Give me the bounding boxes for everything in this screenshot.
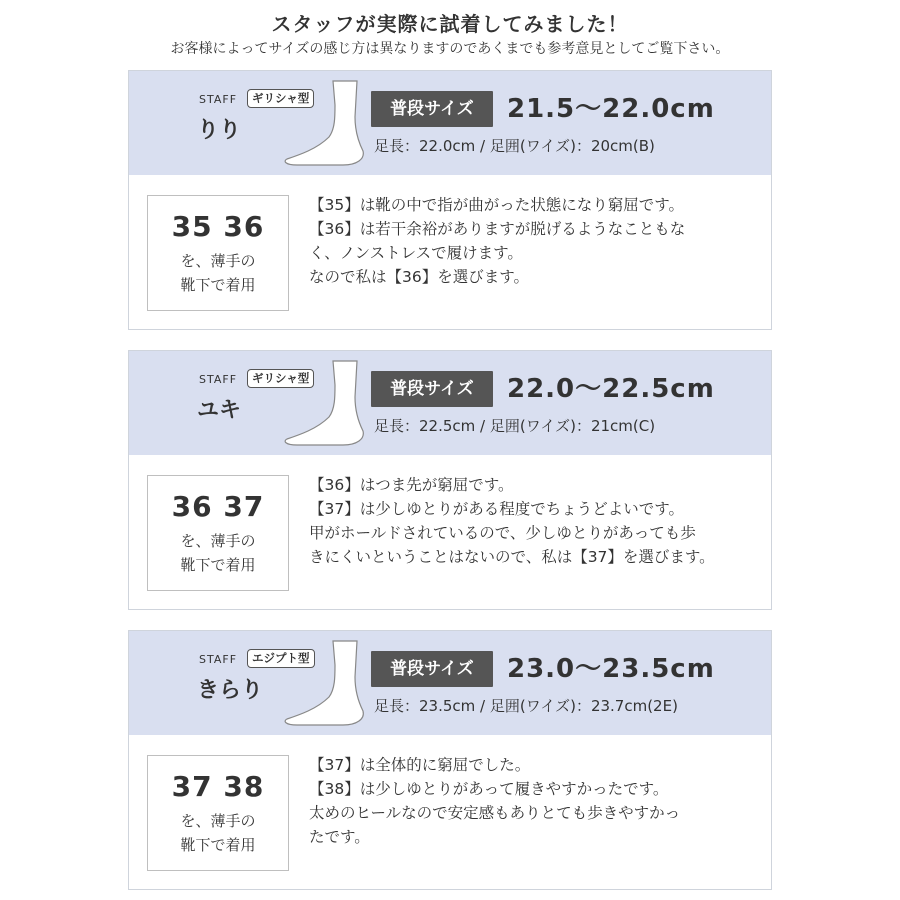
foot-measurements: 足長：23.5cm / 足囲(ワイズ)：23.7cm(2E): [374, 697, 678, 715]
comment-line: 【38】は少しゆとりがあって履きやすかったです。: [309, 780, 669, 798]
comment-line: 甲がホールドされているので、少しゆとりがあっても歩: [309, 524, 696, 542]
comment-line: 【35】は靴の中で指が曲がった状態になり窮屈です。: [309, 196, 684, 214]
comment-line: 【37】は全体的に窮屈でした。: [309, 756, 531, 774]
size-note-line1: を、薄手の: [180, 532, 256, 550]
usual-size-value: 22.0〜22.5cm: [507, 374, 715, 404]
foot-outline-icon: [279, 77, 369, 173]
staff-card-header: [129, 631, 771, 735]
size-tried-box: [147, 755, 289, 871]
size-note-line2: 靴下で着用: [180, 276, 256, 294]
foot-type-badge: エジプト型: [247, 649, 315, 668]
usual-size-value: 21.5〜22.0cm: [507, 94, 715, 124]
staff-label: STAFF: [199, 373, 238, 386]
staff-name: りり: [197, 118, 242, 143]
staff-comment: [309, 193, 759, 289]
foot-outline-icon: [279, 357, 369, 453]
staff-name: ユキ: [197, 398, 242, 423]
size-tried-box: [147, 195, 289, 311]
comment-line: たです。: [309, 828, 370, 846]
size-note-line1: を、薄手の: [180, 812, 256, 830]
usual-size-badge: 普段サイズ: [371, 371, 493, 407]
staff-card: [128, 350, 772, 610]
comment-line: きにくいということはないので、私は【37】を選びます。: [309, 548, 715, 566]
foot-measurements: 足長：22.5cm / 足囲(ワイズ)：21cm(C): [374, 417, 656, 435]
staff-name: きらり: [197, 678, 264, 703]
staff-card-header: [129, 351, 771, 455]
comment-line: 【36】は若干余裕がありますが脱げるようなこともな: [309, 220, 686, 238]
foot-outline-icon: [279, 637, 369, 733]
staff-card: [128, 630, 772, 890]
comment-line: 太めのヒールなので安定感もありとても歩きやすかっ: [309, 804, 681, 822]
page-title: スタッフが実際に試着してみました！: [271, 12, 629, 36]
foot-type-badge: ギリシャ型: [247, 369, 314, 388]
size-note-line2: 靴下で着用: [180, 556, 256, 574]
size-tried-value: 35 36: [171, 210, 265, 243]
usual-size-value: 23.0〜23.5cm: [507, 654, 715, 684]
usual-size-badge: 普段サイズ: [371, 651, 493, 687]
foot-type-badge: ギリシャ型: [247, 89, 314, 108]
page-subtitle: お客様によってサイズの感じ方は異なりますのであくまでも参考意見としてご覧下さい。: [170, 41, 730, 57]
staff-comment: [309, 753, 759, 849]
size-note-line2: 靴下で着用: [180, 836, 256, 854]
comment-line: 【36】はつま先が窮屈です。: [309, 476, 514, 494]
size-tried-value: 36 37: [171, 490, 265, 523]
staff-card: [128, 70, 772, 330]
size-tried-box: [147, 475, 289, 591]
comment-line: 【37】は少しゆとりがある程度でちょうどよいです。: [309, 500, 684, 518]
size-tried-note: [148, 529, 288, 577]
comment-line: く、ノンストレスで履けます。: [309, 244, 523, 262]
size-note-line1: を、薄手の: [180, 252, 256, 270]
usual-size-badge: 普段サイズ: [371, 91, 493, 127]
staff-card-header: [129, 71, 771, 175]
comment-line: なので私は【36】を選びます。: [309, 268, 529, 286]
size-tried-note: [148, 809, 288, 857]
foot-measurements: 足長：22.0cm / 足囲(ワイズ)：20cm(B): [374, 137, 655, 155]
size-tried-note: [148, 249, 288, 297]
staff-comment: [309, 473, 759, 569]
size-tried-value: 37 38: [171, 770, 265, 803]
staff-label: STAFF: [199, 653, 238, 666]
staff-label: STAFF: [199, 93, 238, 106]
